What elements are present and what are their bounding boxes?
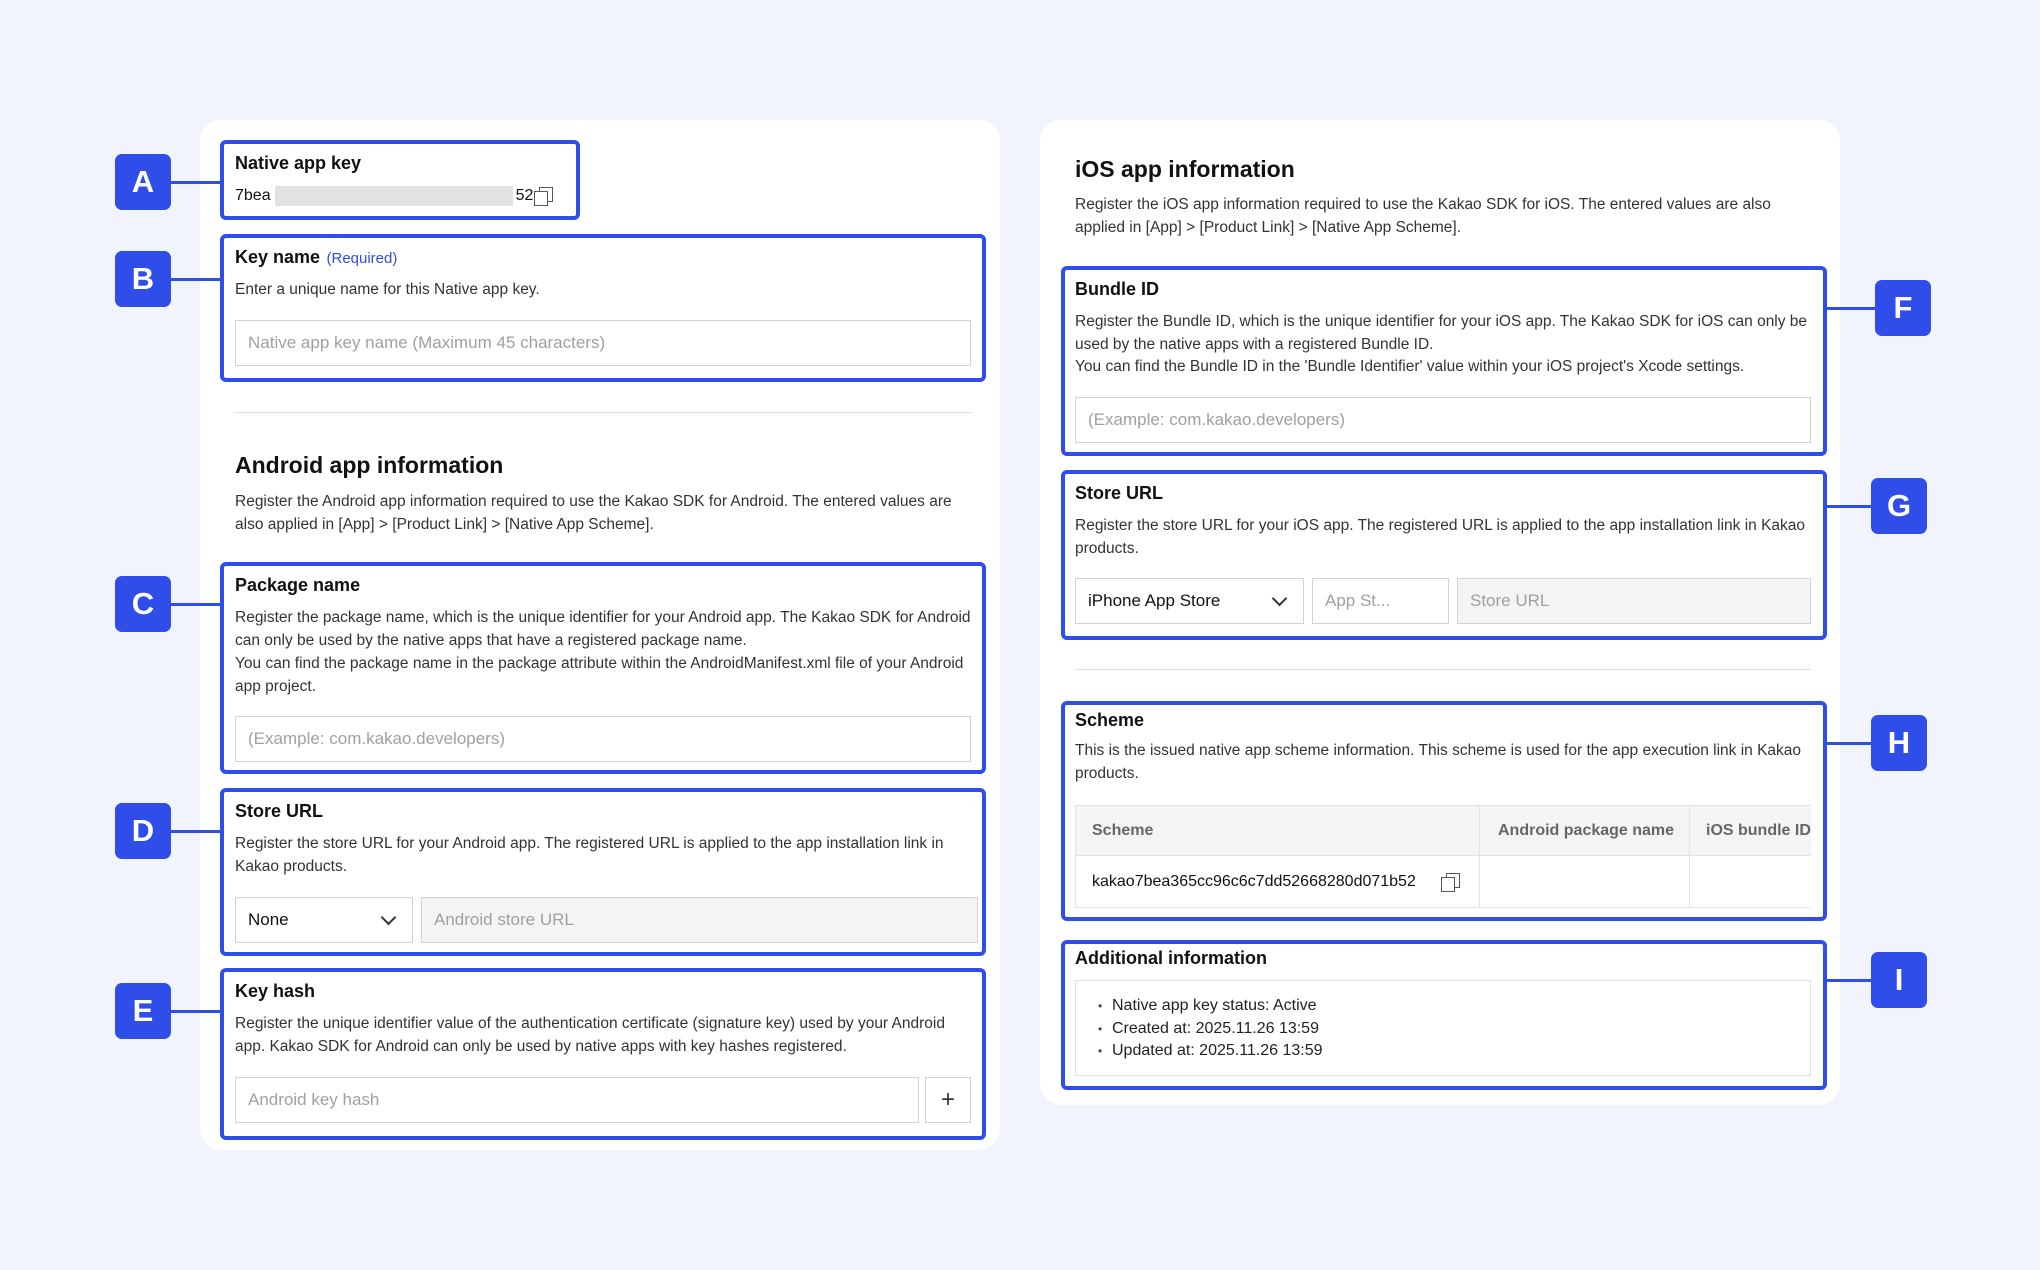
ios-bundle-column-header: iOS bundle ID <box>1690 806 1812 856</box>
android-package-cell <box>1480 856 1690 908</box>
key-hash-input[interactable]: Android key hash <box>235 1077 919 1123</box>
bundle-id-description-2: You can find the Bundle ID in the 'Bundle Identifier' value within your iOS project's Xcode settings. <box>1075 358 1745 375</box>
ios-store-url-description: Register the store URL for your iOS app. The registered URL is applied to the app installation link in Kakao products. <box>1075 517 1806 557</box>
package-name-description-2: You can find the package name in the package attribute within the AndroidManifest.xml file of your Android app project. <box>235 655 964 695</box>
ios-store-url-label: Store URL <box>1075 483 1164 503</box>
bundle-id-description: Register the Bundle ID, which is the unique identifier for your iOS app. The Kakao SDK for iOS can only be used by the native apps with a registered Bundle ID. <box>1075 313 1808 353</box>
key-name-label: Key name <box>235 247 321 267</box>
left-divider <box>235 412 971 413</box>
badge-b: B <box>115 251 171 307</box>
add-key-hash-button[interactable]: + <box>925 1077 971 1123</box>
scheme-label: Scheme <box>1075 710 1145 730</box>
connector-c <box>170 603 222 606</box>
connector-f <box>1825 307 1877 310</box>
bundle-id-input[interactable]: (Example: com.kakao.developers) <box>1075 397 1811 443</box>
scheme-cell <box>1076 856 1480 908</box>
ios-section-description: Register the iOS app information required to use the Kakao SDK for iOS. The entered values are also applied in [App] > [Product Link] > [Native App Scheme]. <box>1075 196 1771 236</box>
badge-c: C <box>115 576 171 632</box>
android-store-select[interactable] <box>235 897 413 943</box>
ios-store-select-value: iPhone App Store <box>1088 591 1221 610</box>
chevron-down-icon <box>381 909 397 925</box>
ios-store-url-input[interactable]: Store URL <box>1457 578 1811 624</box>
connector-h <box>1825 742 1877 745</box>
ios-section-title: iOS app information <box>1075 156 1295 182</box>
list-item: • Native app key status: Active <box>1098 995 1788 1018</box>
additional-info-list <box>1098 995 1788 1063</box>
scheme-table-wrapper <box>1075 805 1811 909</box>
badge-g: G <box>1871 478 1927 534</box>
additional-info-label: Additional information <box>1075 948 1267 968</box>
android-store-url-label: Store URL <box>235 801 324 821</box>
connector-d <box>170 830 222 833</box>
android-store-url-input[interactable]: Android store URL <box>421 897 978 943</box>
key-name-description: Enter a unique name for this Native app key. <box>235 281 540 298</box>
badge-e: E <box>115 983 171 1039</box>
additional-info-box <box>1075 980 1811 1076</box>
connector-a <box>170 181 222 184</box>
scheme-value: kakao7bea365cc96c6c7dd52668280d071b52 <box>1092 872 1416 890</box>
native-app-key-label: Native app key <box>235 153 362 173</box>
android-store-url-description: Register the store URL for your Android app. The registered URL is applied to the app installation link in Kakao products. <box>235 835 944 875</box>
badge-f: F <box>1875 280 1931 336</box>
native-app-key-suffix: 52 <box>515 187 534 204</box>
ios-bundle-cell <box>1690 856 1812 908</box>
connector-e <box>170 1010 222 1013</box>
package-name-input[interactable]: (Example: com.kakao.developers) <box>235 716 971 762</box>
package-name-description: Register the package name, which is the unique identifier for your Android app. The Kakao SDK for Android can only be used by the native apps that have a registered package name. <box>235 609 971 649</box>
key-hash-description: Register the unique identifier value of the authentication certificate (signature key) used by your Android app. Kakao SDK for Android can only be used by native apps with key hashes registered. <box>235 1015 945 1055</box>
ios-store-select[interactable] <box>1075 578 1304 624</box>
android-package-column-header: Android package name <box>1480 806 1690 856</box>
list-item: • Created at: 2025.11.26 13:59 <box>1098 1018 1788 1041</box>
connector-i <box>1825 979 1877 982</box>
scheme-description: This is the issued native app scheme information. This scheme is used for the app execution link in Kakao products. <box>1075 742 1802 782</box>
list-item: • Updated at: 2025.11.26 13:59 <box>1098 1040 1788 1063</box>
package-name-label: Package name <box>235 575 361 595</box>
scheme-table <box>1075 805 1811 908</box>
badge-i: I <box>1871 952 1927 1008</box>
key-name-header <box>235 245 397 269</box>
android-section-description: Register the Android app information required to use the Kakao SDK for Android. The entered values are also applied in [App] > [Product Link] > [Native App Scheme]. <box>235 493 952 533</box>
key-hash-label: Key hash <box>235 981 316 1001</box>
connector-g <box>1825 505 1877 508</box>
copy-icon[interactable] <box>534 187 552 205</box>
native-app-key-value <box>235 184 533 208</box>
native-app-key-prefix: 7bea <box>235 187 271 204</box>
app-store-id-input[interactable]: App St... <box>1312 578 1449 624</box>
android-section-title: Android app information <box>235 452 504 478</box>
key-name-input[interactable]: Native app key name (Maximum 45 characters) <box>235 320 971 366</box>
badge-a: A <box>115 154 171 210</box>
badge-h: H <box>1871 715 1927 771</box>
scheme-column-header: Scheme <box>1076 806 1480 856</box>
scheme-table-header <box>1076 806 1812 856</box>
badge-d: D <box>115 803 171 859</box>
connector-b <box>170 278 222 281</box>
android-store-select-value: None <box>248 910 289 929</box>
chevron-down-icon <box>1272 590 1288 606</box>
right-divider <box>1075 669 1811 670</box>
native-app-key-mask <box>275 186 513 206</box>
copy-icon[interactable] <box>1441 873 1459 891</box>
bundle-id-label: Bundle ID <box>1075 279 1159 299</box>
required-tag: (Required) <box>326 250 398 267</box>
table-row <box>1076 856 1812 908</box>
